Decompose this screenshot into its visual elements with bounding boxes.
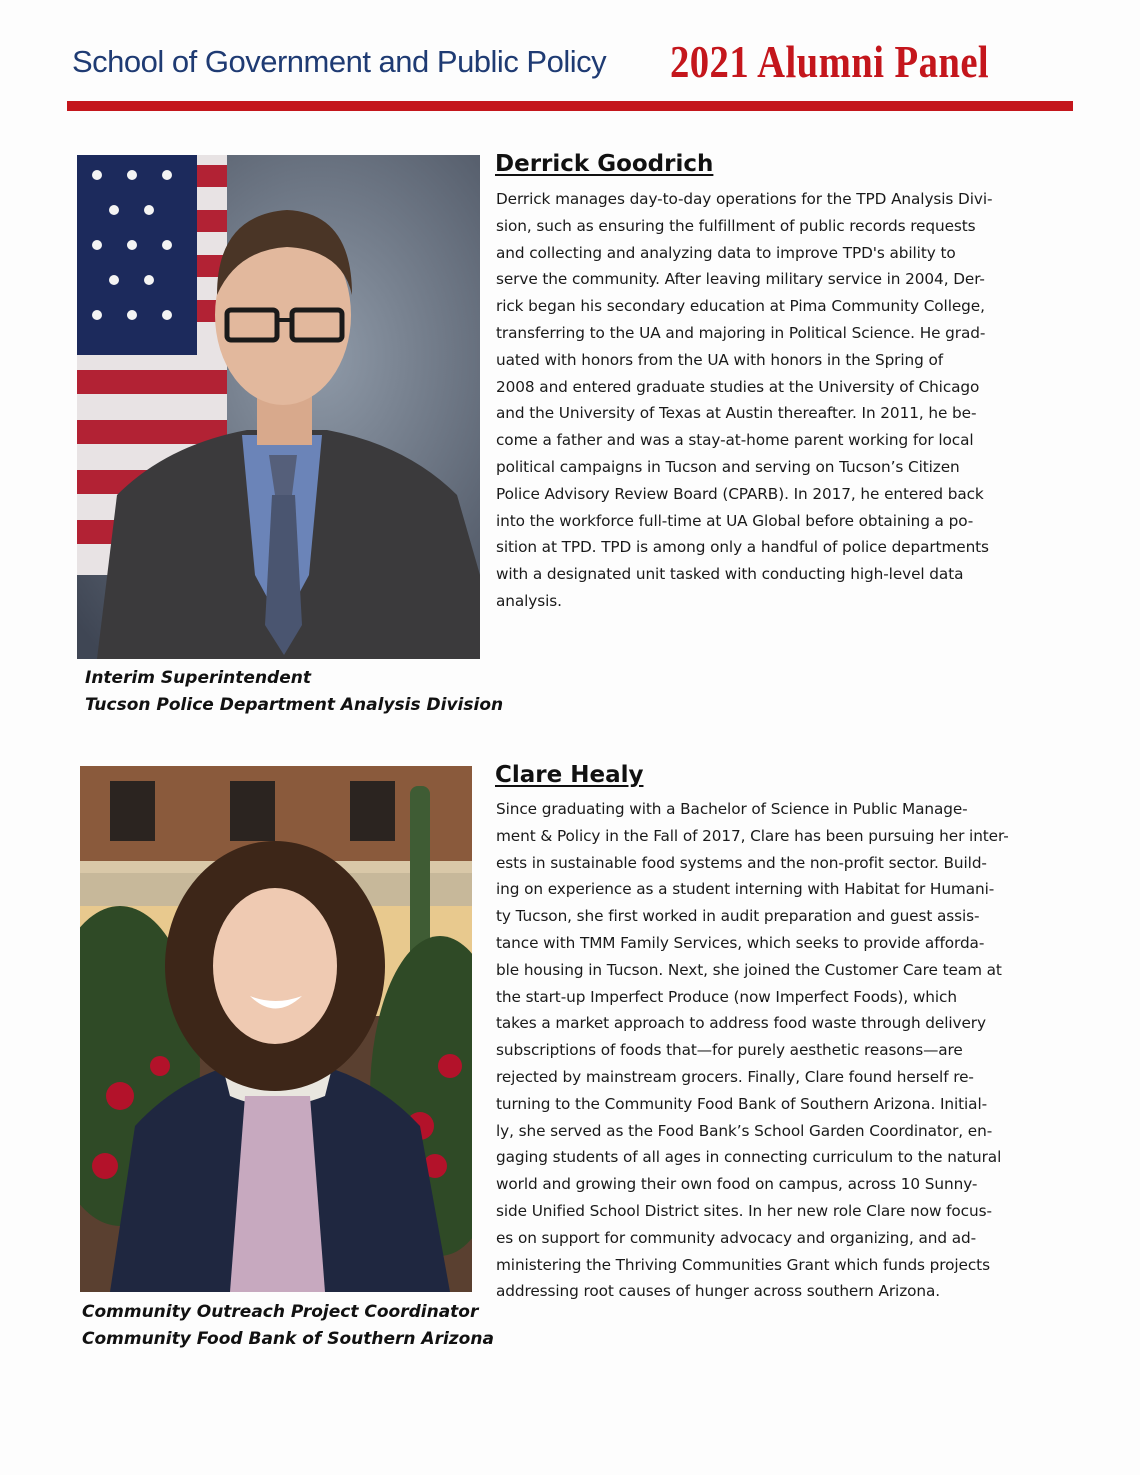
bio-line: come a father and was a stay-at-home parent working for local — [496, 431, 974, 450]
bio-line: serve the community. After leaving military service in 2004, Der- — [496, 270, 985, 289]
derrick-bio — [496, 186, 992, 615]
bio-line: transferring to the UA and majoring in Political Science. He grad- — [496, 323, 986, 342]
bio-line: takes a market approach to address food waste through delivery — [496, 1014, 986, 1033]
bio-line: ble housing in Tucson. Next, she joined the Customer Care team at — [496, 960, 1002, 979]
bio-line: uated with honors from the UA with honors in the Spring of — [496, 350, 944, 369]
bio-line: rejected by mainstream grocers. Finally, Clare found herself re- — [496, 1067, 974, 1086]
bio-line: the start-up Imperfect Produce (now Imperfect Foods), which — [496, 987, 957, 1006]
bio-line: rick began his secondary education at Pima Community College, — [496, 297, 985, 316]
clare-caption — [82, 1299, 494, 1353]
bio-line: ministering the Thriving Communities Grant which funds projects — [496, 1255, 990, 1274]
bio-line: ests in sustainable food systems and the non-profit sector. Build- — [496, 853, 987, 872]
clare-name: Clare Healy — [495, 762, 644, 788]
bio-line: subscriptions of foods that—for purely aesthetic reasons—are — [496, 1041, 963, 1060]
bio-line: 2008 and entered graduate studies at the University of Chicago — [496, 377, 980, 396]
bio-line: analysis. — [496, 591, 562, 610]
derrick-name: Derrick Goodrich — [495, 151, 714, 177]
bio-line: Since graduating with a Bachelor of Science in Public Manage- — [496, 800, 968, 818]
school-name: School of Government and Public Policy — [72, 44, 607, 79]
bio-line: sition at TPD. TPD is among only a handful of police departments — [496, 538, 989, 557]
bio-line: with a designated unit tasked with conducting high-level data — [496, 565, 964, 584]
bio-line: Police Advisory Review Board (CPARB). In 2017, he entered back — [496, 484, 984, 503]
bio-line: tance with TMM Family Services, which seeks to provide afforda- — [496, 933, 985, 952]
derrick-job-title: Interim Superintendent — [85, 668, 311, 688]
page-title: 2021 Alumni Panel — [670, 37, 990, 87]
bio-line: and collecting and analyzing data to improve TPD's ability to — [496, 243, 956, 262]
bio-line: es on support for community advocacy and organizing, and ad- — [496, 1228, 977, 1247]
bio-line: gaging students of all ages in connecting curriculum to the natural — [496, 1148, 1002, 1167]
bio-line: ly, she served as the Food Bank’s School Garden Coordinator, en- — [496, 1121, 993, 1140]
bio-line: side Unified School District sites. In her new role Clare now focus- — [496, 1201, 992, 1220]
derrick-portrait-photo — [77, 155, 480, 659]
bio-line: Derrick manages day-to-day operations for the TPD Analysis Divi- — [496, 190, 993, 208]
bio-line: world and growing their own food on campus, across 10 Sunny- — [496, 1175, 978, 1194]
bio-line: ing on experience as a student interning with Habitat for Humani- — [496, 880, 995, 899]
header-divider — [67, 101, 1073, 111]
bio-line: into the workforce full-time at UA Global before obtaining a po- — [496, 511, 974, 530]
derrick-caption — [85, 665, 503, 719]
clare-job-title: Community Outreach Project Coordinator — [82, 1302, 479, 1322]
derrick-organization: Tucson Police Department Analysis Division — [85, 695, 504, 715]
bio-line: ty Tucson, she first worked in audit preparation and guest assis- — [496, 907, 980, 926]
bio-line: addressing root causes of hunger across southern Arizona. — [496, 1282, 941, 1301]
clare-organization: Community Food Bank of Southern Arizona — [82, 1329, 494, 1349]
clare-bio — [496, 796, 1009, 1305]
bio-line: turning to the Community Food Bank of Southern Arizona. Initial- — [496, 1094, 988, 1113]
bio-line: sion, such as ensuring the fulfillment of public records requests — [496, 216, 976, 235]
bio-line: ment & Policy in the Fall of 2017, Clare has been pursuing her inter- — [496, 826, 1009, 845]
page-header — [72, 37, 1072, 92]
bio-line: and the University of Texas at Austin thereafter. In 2011, he be- — [496, 404, 977, 423]
clare-portrait-photo — [80, 766, 472, 1292]
bio-line: political campaigns in Tucson and serving on Tucson’s Citizen — [496, 457, 960, 476]
